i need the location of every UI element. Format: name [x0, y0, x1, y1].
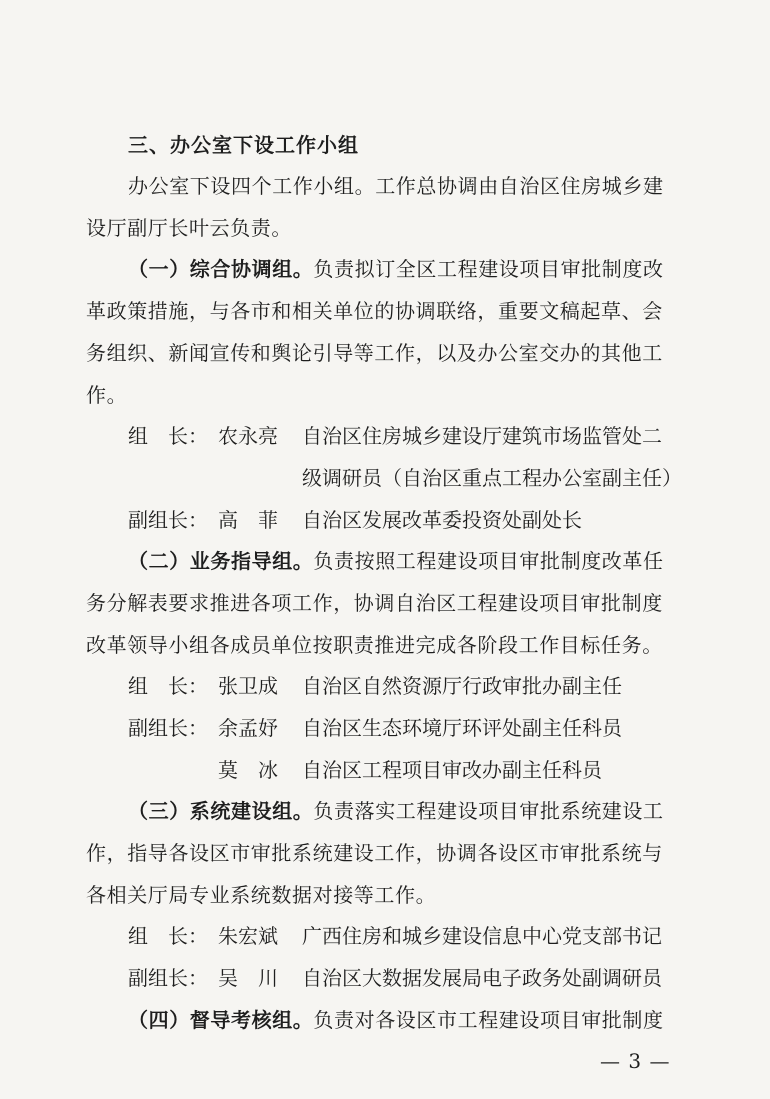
member-label: 副组长：	[128, 966, 208, 990]
member-name: 农永亮	[218, 424, 278, 448]
group-3-member-row	[0, 958, 770, 998]
group-3-member-row	[0, 916, 770, 956]
member-name: 张卫成	[218, 674, 278, 698]
member-role: 自治区工程项目审改办副主任科员	[302, 758, 602, 782]
member-name: 余孟妤	[218, 716, 278, 740]
group-2-desc-line: 改革领导小组各成员单位按职责推进完成各阶段工作目标任务。	[86, 633, 663, 657]
section-title: 三、办公室下设工作小组	[128, 133, 359, 157]
group-1-heading-line	[128, 249, 770, 289]
group-2-title: （二）业务指导组。	[128, 549, 314, 573]
member-label: 副组长：	[128, 716, 208, 740]
intro-line-2: 设厅副厅长叶云负责。	[86, 216, 292, 240]
group-4-title: （四）督导考核组。	[128, 1008, 314, 1032]
group-4-heading-line	[128, 1000, 770, 1040]
member-name: 莫 冰	[218, 758, 278, 782]
group-3-desc-line: 各相关厅局专业系统数据对接等工作。	[86, 883, 437, 907]
member-role: 自治区发展改革委投资处副处长	[302, 508, 582, 532]
group-1-member-row	[0, 500, 770, 540]
group-2-desc-line: 务分解表要求推进各项工作，协调自治区工程建设项目审批制度	[86, 591, 663, 615]
group-1-title: （一）综合协调组。	[128, 257, 314, 281]
group-3-heading-line	[128, 791, 770, 831]
member-name: 朱宏斌	[218, 924, 278, 948]
group-2-member-row	[0, 666, 770, 706]
member-role: 自治区住房城乡建设厅建筑市场监管处二	[302, 424, 662, 448]
group-3-title: （三）系统建设组。	[128, 799, 314, 823]
member-role: 自治区大数据发展局电子政务处副调研员	[302, 966, 662, 990]
member-label: 副组长：	[128, 508, 208, 532]
group-1-desc-line: 作。	[86, 383, 128, 407]
member-label: 组 长：	[128, 674, 208, 698]
member-role: 广西住房和城乡建设信息中心党支部书记	[302, 924, 662, 948]
page-number: — 3 —	[600, 1049, 671, 1073]
group-1-desc-first: 负责拟订全区工程建设项目审批制度改	[313, 257, 664, 281]
group-2-heading-line	[128, 541, 770, 581]
group-1-desc-line: 务组织、新闻宣传和舆论引导等工作，以及办公室交办的其他工	[86, 341, 663, 365]
group-3-desc-first: 负责落实工程建设项目审批系统建设工	[313, 799, 664, 823]
member-label: 组 长：	[128, 424, 208, 448]
member-name: 高 菲	[218, 508, 278, 532]
member-role: 自治区生态环境厅环评处副主任科员	[302, 716, 622, 740]
member-name: 吴 川	[218, 966, 278, 990]
group-2-member-row	[0, 750, 770, 790]
group-4-desc-first: 负责对各设区市工程建设项目审批制度	[313, 1008, 664, 1032]
group-2-desc-first: 负责按照工程建设项目审批制度改革任	[313, 549, 664, 573]
member-role: 级调研员（自治区重点工程办公室副主任）	[302, 466, 682, 490]
group-1-desc-line: 革政策措施，与各市和相关单位的协调联络，重要文稿起草、会	[86, 299, 663, 323]
group-2-member-row	[0, 708, 770, 748]
intro-line-1: 办公室下设四个工作小组。工作总协调由自治区住房城乡建	[128, 174, 664, 198]
member-role: 自治区自然资源厅行政审批办副主任	[302, 674, 622, 698]
member-label: 组 长：	[128, 924, 208, 948]
group-1-member-row	[0, 458, 770, 498]
group-1-member-row	[0, 416, 770, 456]
group-3-desc-line: 作，指导各设区市审批系统建设工作，协调各设区市审批系统与	[86, 841, 663, 865]
